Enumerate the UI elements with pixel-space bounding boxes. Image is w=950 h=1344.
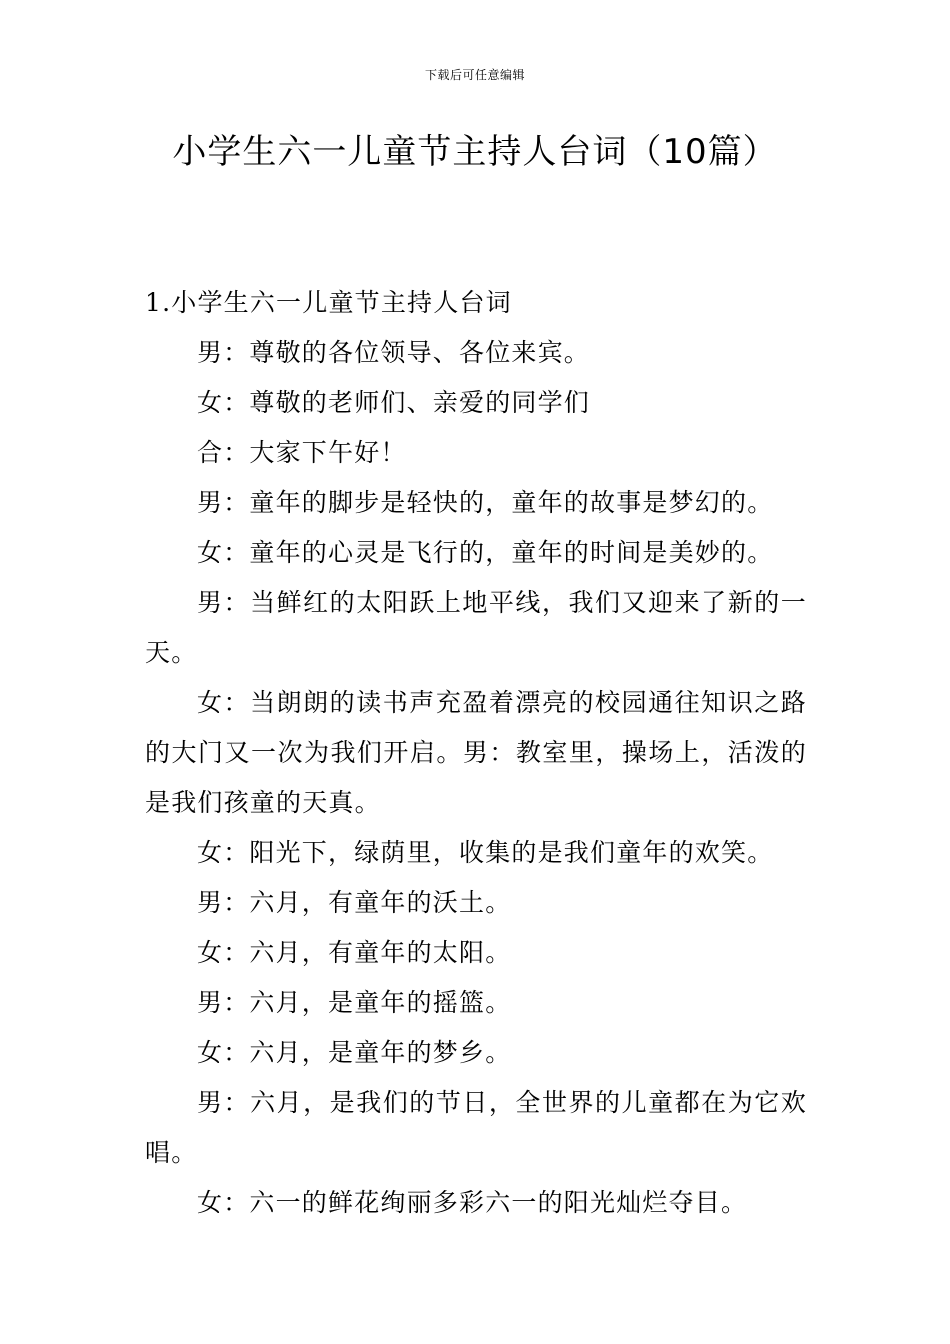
paragraph: 女：六一的鲜花绚丽多彩六一的阳光灿烂夺目。 xyxy=(197,1188,748,1217)
paragraph: 男：尊敬的各位领导、各位来宾。 xyxy=(197,338,591,367)
paragraph: 男：六月，有童年的沃土。 xyxy=(197,888,512,917)
header-note: 下载后可任意编辑 xyxy=(424,68,525,82)
paragraph: 男：当鲜红的太阳跃上地平线，我们又迎来了新的一天。 xyxy=(145,588,807,667)
document-title: 小学生六一儿童节主持人台词（10篇） xyxy=(172,132,778,172)
document-body xyxy=(145,278,807,1228)
paragraph: 女：童年的心灵是飞行的，童年的时间是美妙的。 xyxy=(197,538,774,567)
paragraph: 男：六月，是我们的节日，全世界的儿童都在为它欢唱。 xyxy=(145,1088,807,1167)
paragraph: 女：六月，有童年的太阳。 xyxy=(197,938,512,967)
paragraph: 男：六月，是童年的摇篮。 xyxy=(197,988,512,1017)
paragraph: 女：六月，是童年的梦乡。 xyxy=(197,1038,512,1067)
paragraph: 合：大家下午好！ xyxy=(197,438,407,467)
paragraph: 女：当朗朗的读书声充盈着漂亮的校园通往知识之路的大门又一次为我们开启。男：教室里，操场上，活泼的是我们孩童的天真。 xyxy=(145,688,807,817)
section-heading: 1.小学生六一儿童节主持人台词 xyxy=(145,288,512,317)
paragraph: 男：童年的脚步是轻快的，童年的故事是梦幻的。 xyxy=(197,488,774,517)
paragraph: 女：尊敬的老师们、亲爱的同学们 xyxy=(197,388,591,417)
paragraph: 女：阳光下，绿荫里，收集的是我们童年的欢笑。 xyxy=(197,838,774,867)
